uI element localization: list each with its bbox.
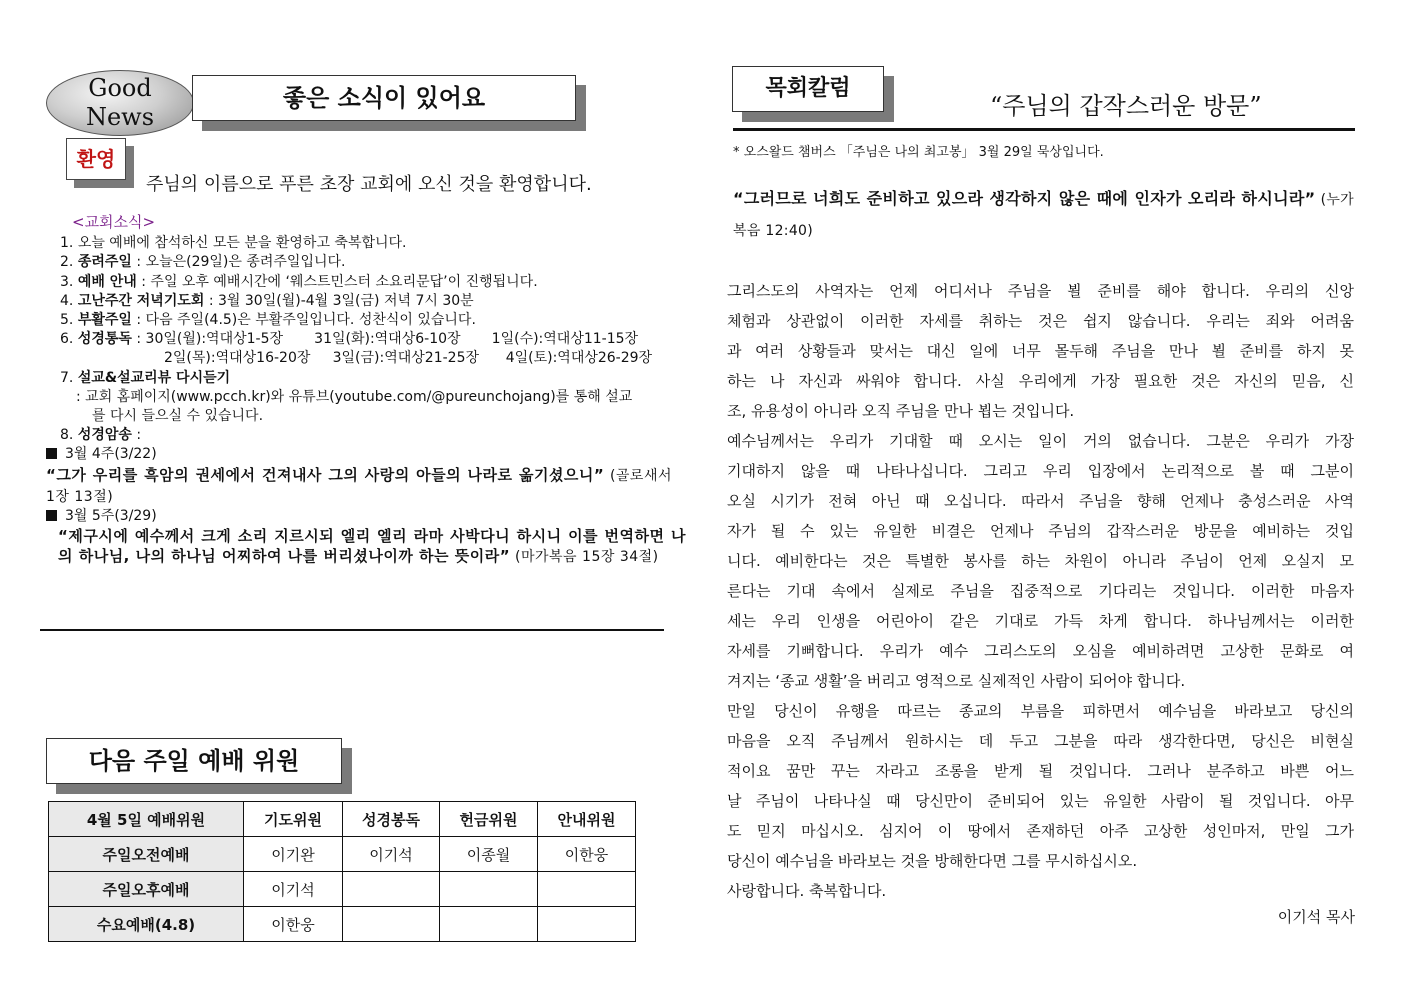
duty-table-title: 다음 주일 예배 위원 xyxy=(46,738,342,784)
memory-verse: “제구시에 예수께서 크게 소리 지르시되 엘리 엘리 라마 사박다니 하시니 이를 번역하면 나의 하나님, 나의 하나님 어찌하여 나를 버리셨나이까 하는 뜻이라” (마가복음 15장 34절) xyxy=(58,526,686,565)
table-cell: 주일오후예배 xyxy=(49,872,244,907)
good-news-title: 좋은 소식이 있어요 xyxy=(192,75,576,121)
sermon-line2: 를 다시 들으실 수 있습니다. xyxy=(92,408,264,425)
body-line: 그리스도의 사역자는 언제 어디서나 주님을 뵐 준비를 해야 합니다. 우리의 신앙 xyxy=(727,282,1354,300)
body-line: 자세를 기뻐합니다. 우리가 예수 그리스도의 오심을 예비하려면 고상한 문화로 여 xyxy=(727,642,1354,660)
news-item: 4. 고난주간 저녁기도회 : 3월 30일(월)-4월 3일(금) 저녁 7시 30분 xyxy=(60,292,474,309)
table-header: 성경봉독 xyxy=(343,802,440,837)
body-line: 니다. 예비한다는 것은 특별한 봉사를 하는 차원이 아니라 주님이 언제 오실지 모 xyxy=(727,552,1354,570)
badge-line-news: News xyxy=(85,103,155,131)
table-row xyxy=(49,872,636,907)
church-news-header: <교회소식> xyxy=(72,213,156,231)
welcome-message: 주님의 이름으로 푸른 초장 교회에 오신 것을 환영합니다. xyxy=(146,174,592,195)
body-line: 예수님께서는 우리가 기대할 때 오시는 일이 거의 없습니다. 그분은 우리가 가장 xyxy=(727,432,1354,450)
body-line: 른다는 기대 속에서 실제로 주님을 집중적으로 기다리는 것입니다. 이러한 마음자 xyxy=(727,582,1354,600)
body-line: 적이요 꿈만 꾸는 자라고 조롱을 받게 될 것입니다. 그러나 분주하고 바쁜 어느 xyxy=(727,762,1354,780)
table-cell: 이종월 xyxy=(440,837,538,872)
table-row xyxy=(49,837,636,872)
body-line: 조, 유용성이 아니라 오직 주님을 만나 뵙는 것입니다. xyxy=(727,402,1075,420)
news-item: 2. 종려주일 : 오늘은(29일)은 종려주일입니다. xyxy=(60,254,346,271)
news-item: 1. 오늘 예배에 참석하신 모든 분을 환영하고 축복합니다. xyxy=(60,235,407,252)
table-cell xyxy=(538,907,636,942)
body-line: 세는 우리 인생을 어린아이 같은 기대로 가득 차게 합니다. 하나님께서는 이러한 xyxy=(727,612,1354,630)
table-header-row xyxy=(49,802,636,837)
badge-line-good: Good xyxy=(88,74,152,102)
body-line: 날 주님이 나타나실 때 당신만이 준비되어 있는 유일한 사람이 될 것입니다. 아무 xyxy=(727,792,1354,810)
table-cell xyxy=(440,872,538,907)
table-cell: 수요예배(4.8) xyxy=(49,907,244,942)
news-item: 3. 예배 안내 : 주일 오후 예배시간에 ‘웨스트민스터 소요리문답’이 진행됩니다. xyxy=(60,273,538,290)
table-cell: 주일오전예배 xyxy=(49,837,244,872)
column-title: “주님의 갑작스러운 방문” xyxy=(990,92,1262,120)
section-divider xyxy=(40,629,664,631)
bible-reading-item: 6. 성경통독 : 30일(월):역대상1-5장 31일(화):역대상6-10장 1일(수):역대상11-15장 xyxy=(60,331,639,348)
body-line: 과 여러 상황들과 맞서는 대신 일에 너무 몰두해 주님을 만나 뵐 준비를 하지 못 xyxy=(727,342,1354,360)
table-cell xyxy=(343,907,440,942)
table-cell: 이기석 xyxy=(244,872,343,907)
body-line: 하는 나 자신과 싸워야 합니다. 사실 우리에게 가장 필요한 것은 자신의 믿음, 신 xyxy=(727,372,1354,390)
square-bullet-icon xyxy=(46,510,57,521)
table-cell: 이기완 xyxy=(244,837,343,872)
good-news-badge xyxy=(46,70,194,136)
signature: 이기석 목사 xyxy=(1277,908,1355,926)
table-header: 헌금위원 xyxy=(440,802,538,837)
column-verse: “그러므로 너희도 준비하고 있으라 생각하지 않은 때에 인자가 오리라 하시니라” (누가복음 12:40) xyxy=(733,189,1354,239)
body-line: 도 믿지 마십시오. 심지어 이 땅에서 존재하던 아주 고상한 성인마저, 만일 그가 xyxy=(727,822,1354,840)
column-divider xyxy=(733,128,1355,131)
verse-week: 3월 5주(3/29) xyxy=(46,507,690,526)
square-bullet-icon xyxy=(46,448,57,459)
column-body xyxy=(727,184,1354,906)
body-line: 기대하지 않을 때 나타나십니다. 그리고 우리 입장에서 논리적으로 볼 때 그분이 xyxy=(727,462,1354,480)
table-cell: 이한웅 xyxy=(538,837,636,872)
bible-reading-line2: 2일(목):역대상16-20장 3일(금):역대상21-25장 4일(토):역대상26-29장 xyxy=(164,350,653,367)
table-header: 기도위원 xyxy=(244,802,343,837)
table-header: 4월 5일 예배위원 xyxy=(49,802,244,837)
table-cell xyxy=(440,907,538,942)
body-line: 자가 될 수 있는 유일한 비결은 언제나 주님의 갑작스러운 방문을 예비하는 것입 xyxy=(727,522,1354,540)
memory-verse: “그가 우리를 흑암의 권세에서 건져내사 그의 사랑의 아들의 나라로 옮기셨으니” (골로새서 1장 13절) xyxy=(46,465,672,505)
verse-week: 3월 4주(3/22) xyxy=(46,445,690,464)
table-header: 안내위원 xyxy=(538,802,636,837)
worship-duty-table xyxy=(48,801,636,942)
body-line: 사랑합니다. 축복합니다. xyxy=(727,882,887,900)
body-line: 마음을 오직 주님께서 원하시는 데 두고 그분을 따라 생각한다면, 당신은 비현실 xyxy=(727,732,1354,750)
church-news xyxy=(46,213,690,567)
memory-verse-item: 8. 성경암송 : xyxy=(60,427,142,444)
body-line: 당신이 예수님을 바라보는 것을 방해한다면 그를 무시하십시오. xyxy=(727,852,1138,870)
sermon-line1: : 교회 홈페이지(www.pcch.kr)와 유튜브(youtube.com/@pureunchojang)를 통해 설교 xyxy=(76,388,633,405)
pastor-column-label: 목회칼럼 xyxy=(732,66,884,112)
table-cell xyxy=(538,872,636,907)
table-cell: 이한웅 xyxy=(244,907,343,942)
table-cell xyxy=(343,872,440,907)
sermon-item: 7. 설교&설교리뷰 다시듣기 xyxy=(60,369,231,386)
table-row xyxy=(49,907,636,942)
column-source-note: * 오스왈드 챔버스 「주님은 나의 최고봉」 3월 29일 묵상입니다. xyxy=(733,145,1104,160)
body-line: 만일 당신이 유행을 따르는 종교의 부름을 피하면서 예수님을 바라보고 당신의 xyxy=(727,702,1354,720)
body-line: 겨지는 ‘종교 생활’을 버리고 영적으로 실제적인 사람이 되어야 합니다. xyxy=(727,672,1186,690)
body-line: 체험과 상관없이 이러한 자세를 취하는 것은 쉽지 않습니다. 우리는 죄와 어려움 xyxy=(727,312,1354,330)
body-line: 오실 시기가 전혀 아닌 때 오십니다. 따라서 주님을 향해 언제나 충성스러운 사역 xyxy=(727,492,1354,510)
news-item: 5. 부활주일 : 다음 주일(4.5)은 부활주일입니다. 성찬식이 있습니다. xyxy=(60,312,476,329)
table-cell: 이기석 xyxy=(343,837,440,872)
welcome-tag: 환영 xyxy=(66,138,126,180)
